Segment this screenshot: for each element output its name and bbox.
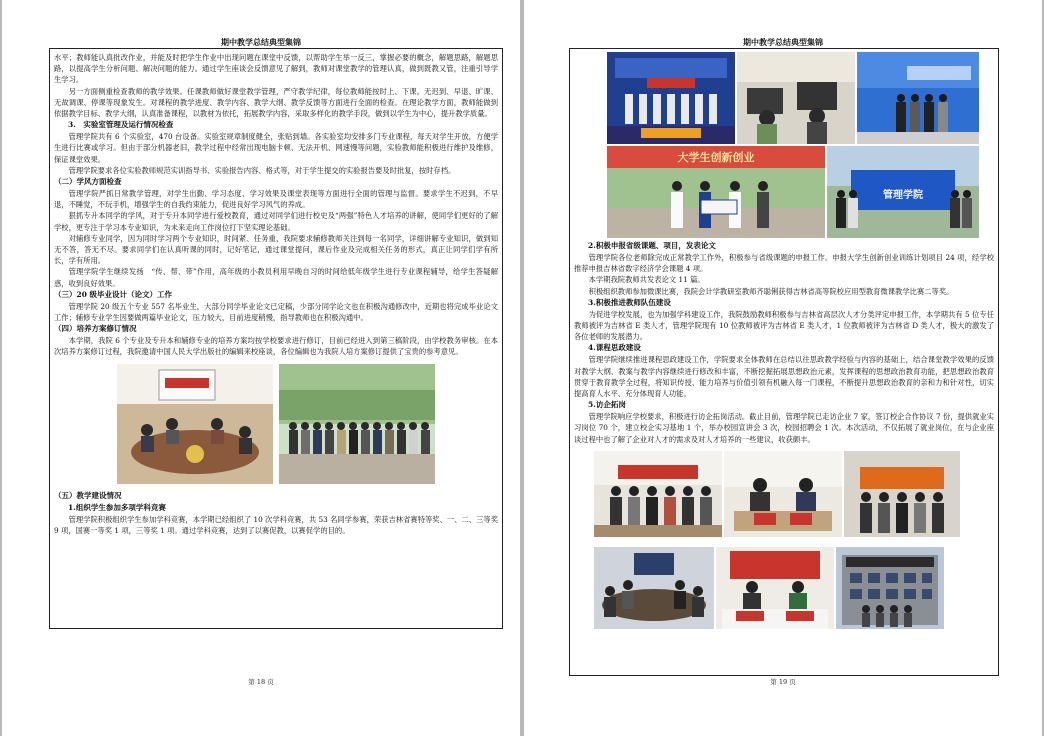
visit-meeting-photo-3 — [844, 451, 960, 537]
section-heading: 2.积极申报省级课题、项目，发表论文 — [588, 241, 716, 250]
competition-photo-collage — [574, 52, 994, 238]
paragraph: 另一方面侧重检查教师的教学效果。任课教师做好课堂教学管理，严守教学纪律，每位教师能按时上、下课。无迟到、早退、旷课、无故调课、停课等现象发生。对课程的教学进度、教学内容、教学大纲、教学反馈等方面进行全面的检查。在理论教学方面，教师能做到依据教学目标、教学大纲，认真准备课程，以教材为依托，拓展教学内容，采取多样化的教学手段，做到以学生为中心，提升教学质量。 — [54, 86, 498, 119]
paragraph: 管理学院积极组织学生参加学科竞赛，本学期已经组织了 10 次学科竞赛，共 53 名同学参赛，荣获吉林省赛特等奖、一、二、三等奖 9 项，国赛一等奖 1 项，三等奖 1 项。通过学科竞赛，达到了以赛促教，以赛促学的目的。 — [54, 514, 498, 535]
text-body-continued — [54, 490, 498, 536]
banner-sign-text: 大学生创新创业 — [677, 151, 755, 164]
paragraph: 管理学院 20 级五个专业 557 名毕业生，大部分同学毕业论文已定稿，少部分同学论文也在积极沟通修改中，近期也将完成毕业论文工作；辅修专业学生因要做两篇毕业论文，压力较大，目前进度稍慢，指导教师也在积极沟通中。 — [54, 301, 498, 323]
group-photo — [279, 364, 435, 484]
section-heading: 3.积极推进教师队伍建设 — [588, 297, 671, 307]
section-heading: （二）学风方面检查 — [54, 177, 122, 187]
paragraph: 水平；教师能认真批改作业，并能及时把学生作业中出现问题在课堂中反馈，以帮助学生举一反三，掌握必要的概念，解题思路，解题思路，以提高学生分析问题、解决问题的能力。通过学生座谈会反馈意见了解到，教师对课堂教学的管理认真，做到既教又管，注重引导学生学习。 — [54, 53, 498, 85]
computer-contest-photo — [737, 52, 855, 144]
section-heading: （四）培养方案修订情况 — [54, 324, 137, 334]
page-number: 第 18 页 — [248, 678, 274, 686]
visit-meeting-photo-1 — [594, 451, 722, 537]
photo-row — [54, 364, 498, 484]
page-number: 第 19 页 — [770, 678, 796, 686]
paragraph: 管理学院共有 6 个实验室，470 台设备。实验室规章制度健全，张贴到墙。各实验室均安排多门专业课程，每天对学生开放，方便学生进行比赛或学习。但由于部分机器老旧，教学过程中经常出现电脑卡顿、无法开机、网速慢等问题，实验教师能积极进行维护及维修，保证课堂效果。 — [54, 132, 498, 164]
paragraph: 管理学院响应学校要求，积极进行访企拓岗活动。截止目前，管理学院已走访企业 7 家，签订校企合作协议 7 份，提供就业实习岗位 70 个，建立校企实习基地 1 个，举办校园宣讲会 3 次，校园招聘会 1 次。本次活动，不仅拓展了就业岗位，在与企业座谈过程中也了解了企业对人才的需求及对人才培养的一些建议，收获颇丰。 — [574, 412, 994, 444]
paragraph: 积极组织教师参加微课比赛，我院会计学教研室教师齐聪俐获得吉林省高等院校应用型教育微课教学比赛二等奖。 — [588, 286, 954, 296]
outdoor-award-photo — [607, 146, 825, 238]
paragraph: 本学期，我院 6 个专业及专升本和辅修专业的培养方案均按学校要求进行修订，目前已经进入到第三稿阶段，由学校教务审核。在本次培养方案修订过程，我院邀请中国人民大学出版社的编辑来校座谈，各位编辑也为我院人培方案修订提供了宝贵的参考意见。 — [54, 336, 498, 357]
paragraph: 管理学院各位老师除完成正常教学工作外，积极参与省级课题的申报工作。申报大学生创新创业训练计划项目 24 项，经学校推荐申报吉林省数字经济学会课题 4 项。 — [574, 253, 994, 274]
page-header: 期中教学总结典型集锦 — [743, 37, 823, 47]
company-building-photo — [836, 547, 944, 629]
paragraph: 管理学院学生继续发扬 “传、帮、带”作用，高年级的小教员利用早晚自习的时间给低年级学生进行专业课程辅导，给学生答疑解惑，收到良好效果。 — [54, 267, 498, 288]
document-page-19 — [524, 0, 1042, 736]
college-banner-photo — [827, 146, 979, 238]
visit-meeting-photo-5 — [716, 547, 834, 629]
award-stage-photo — [607, 52, 735, 144]
paragraph: 狠抓专升本同学的学风，对于专升本同学进行爱校教育，通过对同学们进行校史及“两强”特色人才培养的讲解，使同学们更好的了解学校，更专注于学习本专业知识，为未来走向工作岗位打下坚实理论基础。 — [54, 211, 498, 232]
paragraph: 本学期我院教师共发表论文 11 篇。 — [588, 275, 705, 285]
text-body — [54, 52, 498, 358]
page-header: 期中教学总结典型集锦 — [221, 37, 301, 47]
banner-text: 管理学院 — [883, 190, 923, 201]
section-heading: 3. 实验室管理及运行情况检查 — [68, 120, 174, 130]
section-heading: （三）20 级毕业设计（论文）工作 — [54, 289, 173, 299]
section-heading: 1.组织学生参加多项学科竞赛 — [68, 502, 166, 512]
paragraph: 对辅修专业同学，因为同时学习两个专业知识，时间紧、任务重，我院要求辅修教师关注到每一名同学，详细讲解专业知识，做到知无不答，答无不尽。要求同学们在认真听课的同时，记好笔记，通过课堂提问，课后作业及完成相关任务的形式，真正让同学们学有所长，学有所用。 — [54, 233, 498, 266]
team-photo-banner — [857, 52, 979, 144]
paragraph: 管理学院继续推进课程思政建设工作，学院要求全体教师在总结以往思政教学经验与内容的基础上，结合课堂教学效果的反馈对教学大纲、教案与教学内容继续进行修改和丰富，不断挖掘拓展思想政治元素，发挥课程的思想政治教育功能，把思想政治教育贯穿于教育教学全过程，将知识传授、能力培养与价值引领有机融入每一门课程，不断提升思想政治教育的亲和力和针对性，切实提高育人水平、充分体现育人功能。 — [574, 355, 994, 399]
document-page-18 — [2, 0, 520, 736]
section-heading: 4.课程思政建设 — [588, 343, 641, 353]
visit-meeting-photo-4 — [594, 547, 714, 629]
enterprise-visit-photo-grid — [574, 451, 994, 633]
meeting-room-photo — [117, 364, 273, 484]
content-frame — [49, 48, 503, 629]
section-heading: （五）教学建设情况 — [54, 490, 122, 500]
content-frame — [569, 48, 999, 676]
section-heading: 5.访企拓岗 — [588, 400, 626, 410]
visit-meeting-photo-2 — [724, 451, 842, 537]
paragraph: 管理学院要求各位实验教师规范实训指导书、实验报告内容、格式等，对于学生提交的实验报告要及时批复，按时存档。 — [68, 165, 456, 175]
paragraph: 管理学院严抓日常教学管理，对学生出勤、学习态度、学习效果及课堂表现等方面进行全面的管理与监督。要求学生不迟到，不早退，不睡觉，不玩手机，增强学生的自我约束能力，促进良好学习风气的养成。 — [54, 189, 498, 210]
paragraph: 为促进学校发展，也为加强学科建设工作，我院鼓励教师积极参与吉林省高层次人才分类评定申报工作，本学期共有 5 位专任教师被评为吉林省 E 类人才，管理学院现有 10 位教师被评为吉林省 E 类人才，1 位教师被评为吉林省 D 类人才，极大的激发了各位老师的发展潜力。 — [574, 309, 994, 342]
text-body — [574, 240, 994, 445]
